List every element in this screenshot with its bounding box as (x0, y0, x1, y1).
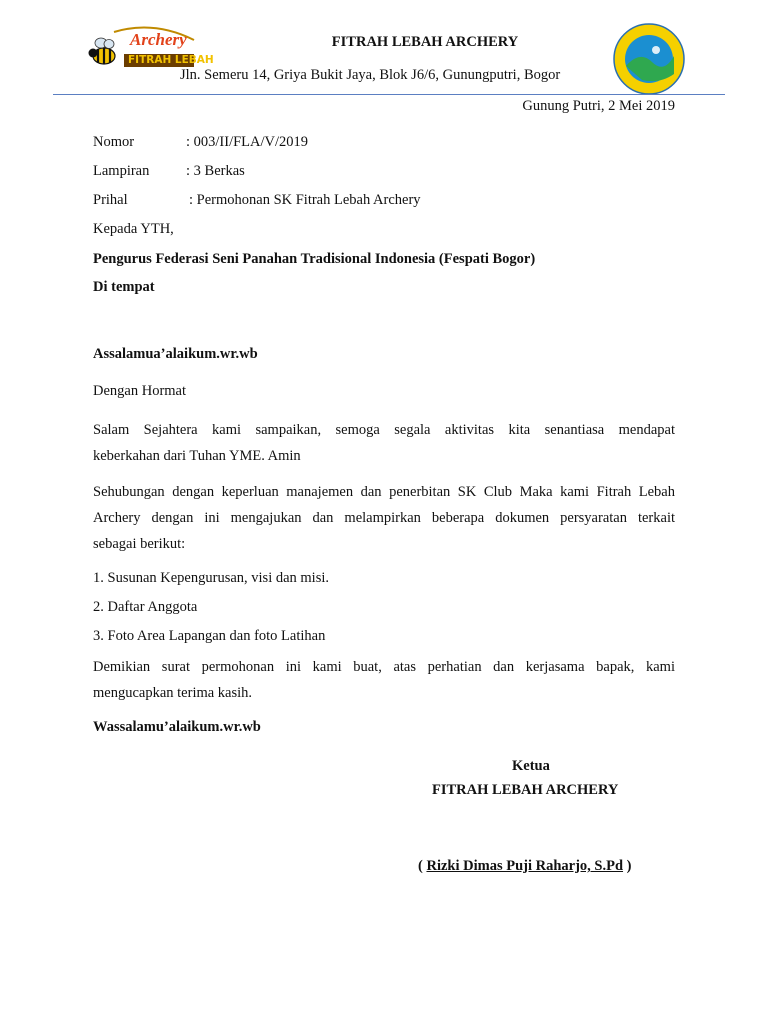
paragraph-1-line-1: Salam Sejahtera kami sampaikan, semoga segala aktivitas kita senantiasa mendapat (93, 422, 675, 438)
signature-name-line (418, 858, 632, 875)
letterhead-divider (53, 94, 725, 95)
greeting: Assalamua’alaikum.wr.wb (93, 346, 258, 362)
list-item: 2. Daftar Anggota (93, 599, 198, 615)
signature-name: Rizki Dimas Puji Raharjo, S.Pd (426, 858, 624, 874)
letterhead-address: Jln. Semeru 14, Griya Bukit Jaya, Blok J6/6, Gunungputri, Bogor (180, 67, 561, 83)
paragraph-2-line-3: sebagai berikut: (93, 536, 186, 552)
logo-script-text: Archery (130, 30, 187, 49)
list-item: 1. Susunan Kepengurusan, visi dan misi. (93, 570, 330, 586)
signature-role: Ketua (512, 758, 550, 774)
signature-paren-close: ) (623, 858, 632, 874)
field-label-lampiran: Lampiran (93, 163, 150, 179)
opening: Dengan Hormat (93, 383, 187, 399)
closing-line-1: Demikian surat permohonan ini kami buat, atas perhatian dan kerjasama bapak, kami (93, 659, 675, 675)
field-label-nomor: Nomor (93, 134, 135, 150)
closing-line-2: mengucapkan terima kasih. (93, 685, 253, 701)
recipient-place: Di tempat (93, 279, 155, 295)
list-item: 3. Foto Area Lapangan dan foto Latihan (93, 628, 326, 644)
field-value-prihal: : Permohonan SK Fitrah Lebah Archery (189, 192, 421, 208)
place-date: Gunung Putri, 2 Mei 2019 (522, 98, 675, 114)
field-value-nomor: : 003/II/FLA/V/2019 (186, 134, 309, 150)
paragraph-2-line-1: Sehubungan dengan keperluan manajemen dan penerbitan SK Club Maka kami Fitrah Lebah (93, 484, 675, 500)
paragraph-2-line-2: Archery dengan ini mengajukan dan melampirkan beberapa dokumen persyaratan terkait (93, 510, 675, 526)
logo-band-text: FITRAH LEBAH (128, 54, 214, 66)
field-label-prihal: Prihal (93, 192, 128, 208)
recipient: Pengurus Federasi Seni Panahan Tradisional Indonesia (Fespati Bogor) (93, 251, 536, 267)
signature-paren-open: ( (418, 858, 427, 874)
field-value-lampiran: : 3 Berkas (186, 163, 245, 179)
to-line: Kepada YTH, (93, 221, 174, 237)
paragraph-1-line-2: keberkahan dari Tuhan YME. Amin (93, 448, 301, 464)
letterhead-title: FITRAH LEBAH ARCHERY (331, 34, 519, 50)
signature-organization: FITRAH LEBAH ARCHERY (432, 782, 619, 798)
salutation: Wassalamu’alaikum.wr.wb (93, 719, 261, 735)
